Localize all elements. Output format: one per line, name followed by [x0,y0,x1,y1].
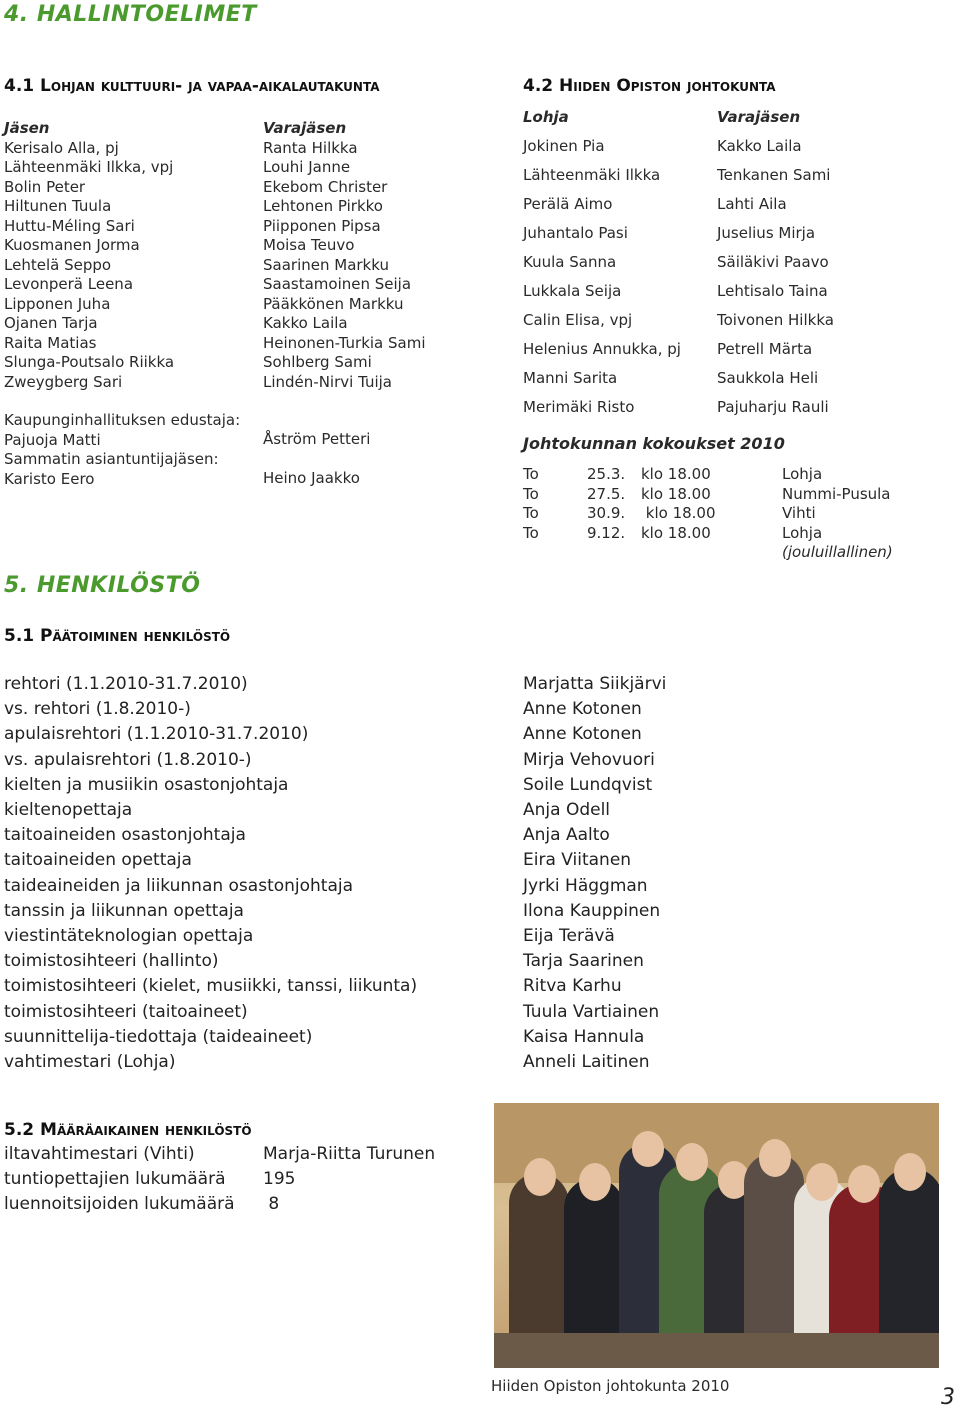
member-name: Hiltunen Tuula [4,197,112,215]
staff-role: tanssin ja liikunnan opettaja [4,900,244,921]
staff-name: Ilona Kauppinen [523,900,661,921]
meeting-date: 25.3. [587,465,626,483]
johtokunta-deputy: Petrell Märta [717,340,813,358]
staff-name: Eija Terävä [523,926,615,947]
member-name: Raita Matias [4,333,97,352]
johtokunta-member: Manni Sarita [523,369,618,387]
meeting-time: klo 18.00 [641,465,711,483]
deputy-name: Louhi Janne [263,158,351,176]
member-name: Kuosmanen Jorma [4,236,140,254]
temp-staff-value: 8 [263,1194,280,1215]
staff-name: Anne Kotonen [523,699,642,720]
meeting-time: klo 18.00 [641,523,711,542]
meetings-table [523,465,943,543]
johtokunta-deputy: Säiläkivi Paavo [717,253,829,271]
photo-face [894,1153,926,1191]
member-name: Lipponen Juha [4,294,111,313]
photo-face [676,1143,708,1181]
deputy-name: Pääkkönen Markku [263,294,404,313]
temp-staff-label: iltavahtimestari (Vihti) [4,1144,195,1164]
photo-face [579,1163,611,1201]
staff-role: suunnittelija-tiedottaja (taideaineet) [4,1026,313,1047]
photo-face [524,1158,556,1196]
chapter-title: 4. HALLINTOELIMET [4,2,257,27]
johtokunta-deputy: Juselius Mirja [717,224,816,242]
johtokunta-deputy: Toivonen Hilkka [717,311,834,329]
members-list [4,139,254,393]
johtokunta-deputy: Tenkanen Sami [717,166,831,184]
chapter-5-title: 5. HENKILÖSTÖ [4,573,201,598]
staff-role: viestintäteknologian opettaja [4,926,254,947]
staff-name: Anneli Laitinen [523,1052,650,1073]
staff-name: Mirja Vehovuori [523,749,655,770]
staff-role: apulaisrehtori (1.1.2010-31.7.2010) [4,724,309,745]
staff-name: Eira Viitanen [523,850,632,871]
staff-role: vs. apulaisrehtori (1.8.2010-) [4,749,252,770]
johtokunta-member: Jokinen Pia [523,137,605,155]
staff-name: Jyrki Häggman [523,875,648,896]
deputy-name: Lindén-Nirvi Tuija [263,372,392,391]
member-name: Kerisalo Alla, pj [4,138,119,157]
deputy-name: Saastamoinen Seija [263,275,412,293]
johtokunta-member: Calin Elisa, vpj [523,311,633,329]
temp-staff-label: luennoitsijoiden lukumäärä [4,1194,235,1215]
temp-staff-row [4,1142,484,1167]
photo-face [848,1165,880,1203]
section-5-2-title: 5.2 Määräaikainen henkilöstö [4,1120,252,1140]
member-name: Huttu-Méling Sari [4,216,135,235]
temp-staff-table [4,1142,484,1218]
staff-name: Anja Aalto [523,825,610,846]
johtokunta-deputies-list [717,132,947,422]
photo-face [806,1163,838,1201]
meeting-row [523,524,943,544]
board-members-column [4,119,254,392]
johtokunta-deputy-column [717,103,947,422]
meeting-time: klo 18.00 [641,504,716,522]
member-name: Lehtelä Seppo [4,255,112,274]
meeting-place: Lohja [782,523,823,542]
lohja-list [523,132,713,422]
deputy-name: Saarinen Markku [263,255,389,274]
staff-role: toimistosihteeri (kielet, musiikki, tanssi, liikunta) [4,976,418,997]
meetings-title: Johtokunnan kokoukset 2010 [523,434,785,453]
meeting-row [523,465,943,485]
staff-name: Tuula Vartiainen [523,1001,660,1022]
staff-role: vs. rehtori (1.8.2010-) [4,699,191,720]
deputy-name: Piipponen Pipsa [263,216,381,235]
meeting-date: 9.12. [587,523,626,542]
meeting-date: 27.5. [587,484,626,503]
extra-member-line: Kaupunginhallituksen edustaja: [4,411,241,429]
photo-caption: Hiiden Opiston johtokunta 2010 [491,1377,730,1395]
member-name: Bolin Peter [4,177,86,196]
deputy-name: Heinonen-Turkia Sami [263,333,426,352]
staff-roles [4,672,504,1075]
meeting-day: To [523,523,539,542]
extra-deputy-2: Heino Jaakko [263,469,360,487]
johtokunta-member: Lukkala Seija [523,282,622,300]
member-name: Lähteenmäki Ilkka, vpj [4,158,174,176]
staff-role: toimistosihteeri (taitoaineet) [4,1001,248,1022]
temp-staff-label: tuntiopettajien lukumäärä [4,1169,226,1190]
meeting-note: (jouluillallinen) [782,543,893,561]
lohja-header: Lohja [523,108,569,126]
temp-staff-value: 195 [263,1169,296,1190]
deputy-name: Kakko Laila [263,314,348,332]
staff-role: toimistosihteeri (hallinto) [4,951,219,972]
staff-role: taideaineiden ja liikunnan osastonjohtaja [4,875,354,896]
staff-name: Anne Kotonen [523,724,642,745]
meeting-place: Nummi-Pusula [782,484,891,503]
johtokunta-deputy: Pajuharju Rauli [717,398,829,416]
section-4-2-title: 4.2 Hiiden Opiston johtokunta [523,76,776,96]
staff-name: Tarja Saarinen [523,951,644,972]
staff-role: vahtimestari (Lohja) [4,1052,176,1073]
staff-role: kieltenopettaja [4,800,133,821]
extra-member-line: Sammatin asiantuntijajäsen: [4,450,219,468]
staff-names [523,672,923,1075]
photo-face [759,1139,791,1177]
board-group-photo [494,1103,939,1368]
photo-face [632,1131,664,1167]
deputy-name: Moisa Teuvo [263,236,355,254]
johtokunta-deputies-header: Varajäsen [717,108,801,126]
member-name: Ojanen Tarja [4,314,98,332]
member-name: Levonperä Leena [4,275,134,293]
johtokunta-member: Merimäki Risto [523,398,635,416]
johtokunta-member: Juhantalo Pasi [523,224,628,242]
temp-staff-row [4,1192,484,1217]
deputy-name: Ranta Hilkka [263,138,358,157]
staff-role: taitoaineiden osastonjohtaja [4,825,246,846]
meeting-day: To [523,465,539,483]
johtokunta-member: Kuula Sanna [523,253,617,271]
johtokunta-member: Helenius Annukka, pj [523,340,681,358]
temp-staff-value: Marja-Riitta Turunen [263,1144,436,1164]
deputy-name: Ekebom Christer [263,177,388,196]
staff-name: Soile Lundqvist [523,774,653,795]
extra-deputy-1: Åström Petteri [263,430,371,448]
deputy-name: Lehtonen Pirkko [263,197,383,215]
staff-role: rehtori (1.1.2010-31.7.2010) [4,674,248,694]
photo-floor [494,1333,939,1368]
page-number: 3 [941,1385,955,1410]
section-5-1-title: 5.1 Päätoiminen henkilöstö [4,626,231,646]
johtokunta-member: Perälä Aimo [523,195,613,213]
meeting-place: Vihti [782,504,816,522]
staff-name: Marjatta Siikjärvi [523,674,667,694]
deputy-members-column [263,119,513,392]
section-4-1-title: 4.1 Lohjan kulttuuri- ja vapaa-aikalautakunta [4,76,380,96]
extra-member-line: Karisto Eero [4,469,95,488]
meeting-row [523,504,943,524]
temp-staff-row [4,1167,484,1192]
deputies-header: Varajäsen [263,119,347,137]
meeting-day: To [523,504,539,522]
member-name: Slunga-Poutsalo Riikka [4,353,175,371]
deputy-name: Sohlberg Sami [263,353,372,371]
meeting-row [523,485,943,505]
staff-name: Ritva Karhu [523,976,622,997]
meeting-time: klo 18.00 [641,484,711,503]
extra-members-list [4,411,264,489]
johtokunta-deputy: Kakko Laila [717,137,802,155]
meeting-place: Lohja [782,465,823,483]
johtokunta-deputy: Saukkola Heli [717,369,819,387]
staff-role: taitoaineiden opettaja [4,850,192,871]
meeting-day: To [523,484,539,503]
deputies-list [263,139,513,393]
johtokunta-deputy: Lahti Aila [717,195,787,213]
staff-role: kielten ja musiikin osastonjohtaja [4,774,289,795]
extra-members [4,411,264,489]
johtokunta-deputy: Lehtisalo Taina [717,282,828,300]
meeting-date: 30.9. [587,504,626,522]
members-header: Jäsen [4,119,50,137]
johtokunta-lohja-column [523,103,713,422]
member-name: Zweygberg Sari [4,372,123,391]
johtokunta-member: Lähteenmäki Ilkka [523,166,661,184]
staff-name: Anja Odell [523,800,611,821]
staff-name: Kaisa Hannula [523,1026,645,1047]
extra-member-line: Pajuoja Matti [4,430,101,449]
